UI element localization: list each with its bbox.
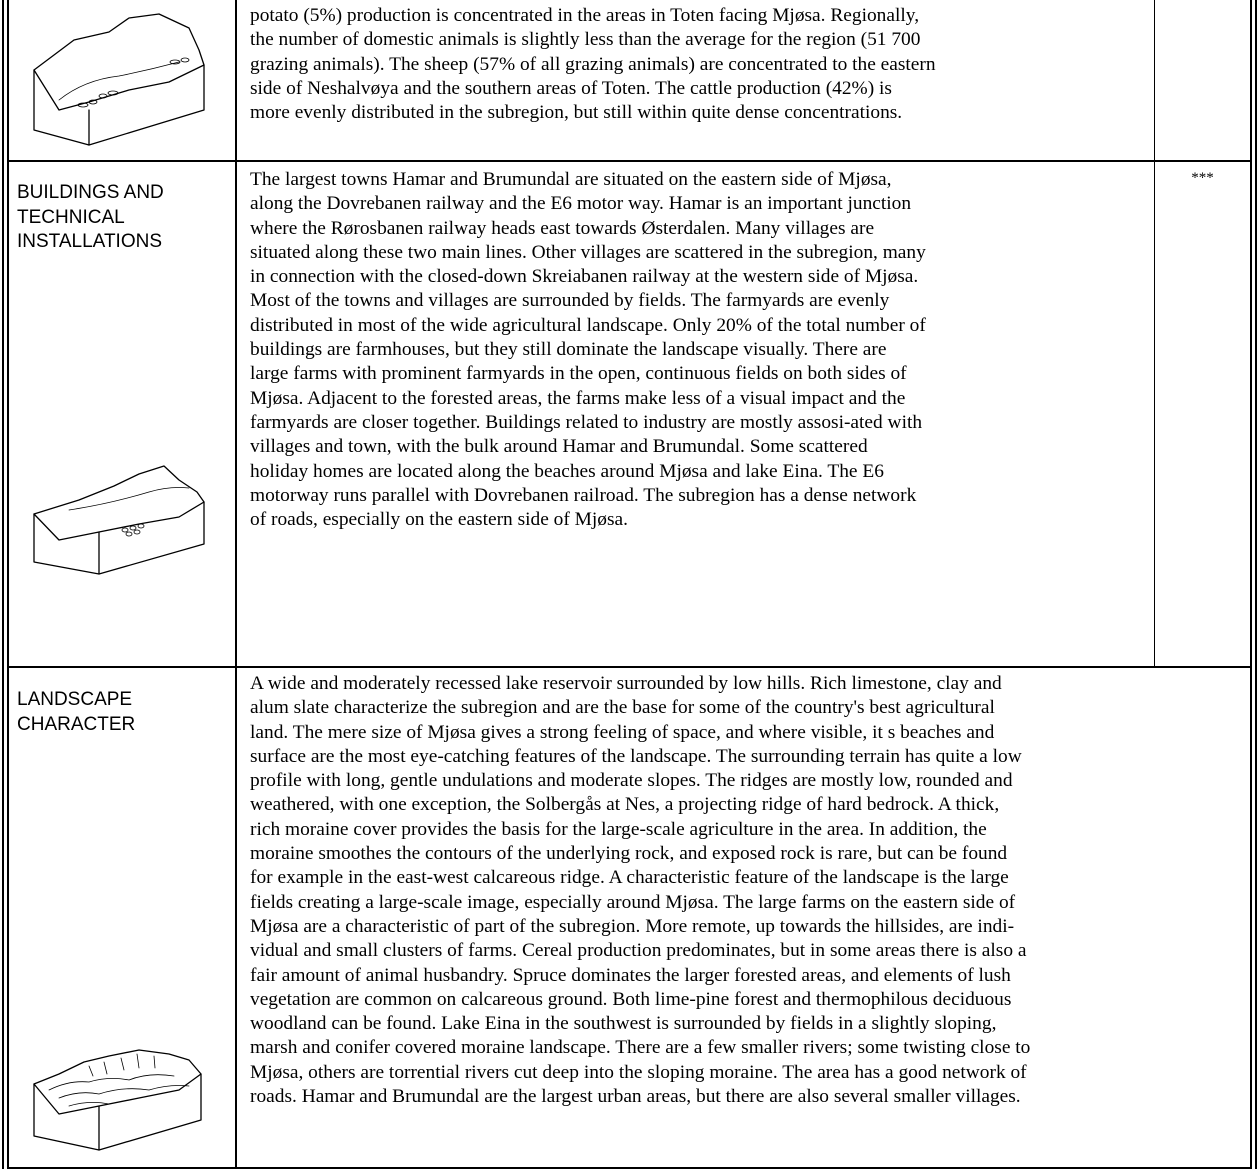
table-row (7, 162, 1252, 666)
row-rating (1155, 170, 1250, 187)
row-description (250, 4, 1150, 125)
row-label-text: LANDSCAPE CHARACTER (17, 689, 136, 735)
row-description-text: The largest towns Hamar and Brumundal are situated on the eastern side of Mjøsa, along the Dovrebanen railway and the E6 motor way. Hamar is an important junction where the Rørosbanen railway heads east towards Østerdalen. Many villages are situated along these two main lines. Other villages are scattered in the subregion, many in connection with the closed-down Skreiabanen railway at the western side of Mjøsa. Most of the towns and villages are surrounded by fields. The farmyards are evenly distributed in most of the wide agricultural landscape. Only 20% of the total number of buildings are farmhouses, but they still dominate the landscape visually. There are large farms with prominent farmyards in the open, continuous fields on both sides of Mjøsa. Adjacent to the forested areas, the farms make less of a visual impact and the farmyards are closer together. Buildings related to industry are mostly assosi-ated with villages and town, with the bulk around Hamar and Brumundal. Some scattered holiday homes are located along the beaches around Mjøsa and lake Eina. The E6 motorway runs parallel with Dovrebanen railroad. The subregion has a dense network of roads, especially on the eastern side of Mjøsa. (250, 169, 926, 531)
row-description (250, 672, 1250, 1109)
table-row (7, 0, 1252, 160)
row-label (17, 688, 232, 737)
table-row (7, 668, 1252, 1167)
row-description (250, 168, 1150, 532)
landscape-block-diagram-fields-icon (29, 10, 209, 150)
table-right-border-outer (1255, 0, 1257, 1169)
landscape-block-diagram-terrain-icon (29, 1046, 209, 1156)
row-description-text: A wide and moderately recessed lake reservoir surrounded by low hills. Rich limestone, clay and alum slate characterize the subregion and are the base for some of the country's best agricultural land. The mere size of Mjøsa gives a strong feeling of space, and where visible, it s beaches and surface are the most eye-catching features of the landscape. The surrounding terrain has quite a low profile with long, gentle undulations and moderate slopes. The ridges are mostly low, rounded and weathered, with one exception, the Solbergås at Nes, a projecting ridge of hard bedrock. A thick, rich moraine cover provides the basis for the large-scale agriculture in the area. In addition, the moraine smoothes the contours of the underlying rock, and exposed rock is rare, but can be found for example in the east-west calcareous ridge. A characteristic feature of the landscape is the large fields creating a large-scale image, especially around Mjøsa. The large farms on the eastern side of Mjøsa are a characteristic of part of the subregion. More remote, up towards the hillsides, are indi- vidual and small clusters of farms. Cereal production predominates, but in some areas there is also a fair amount of animal husbandry. Spruce dominates the larger forested areas, and elements of lush vegetation are common on calcareous ground. Both lime-pine forest and thermophilous deciduous woodland can be found. Lake Eina in the southwest is surrounded by fields in a slightly sloping, marsh and conifer covered moraine landscape. There are a few smaller rivers; some twisting close to Mjøsa, others are torrential rivers cut deep into the sloping moraine. The area has a good network of roads. Hamar and Brumundal are the largest urban areas, but there are also several smaller villages. (250, 673, 1031, 1108)
landscape-block-diagram-buildings-icon (29, 462, 209, 582)
row-label-text: BUILDINGS AND TECHNICAL INSTALLATIONS (17, 182, 164, 252)
row-rating-text: *** (1191, 170, 1214, 186)
table-left-border-outer (2, 0, 4, 1169)
landscape-description-table (7, 0, 1258, 1169)
row-description-text: potato (5%) production is concentrated in the areas in Toten facing Mjøsa. Regionally, the number of domestic animals is slightly less than the average for the region (51 700 grazing animals). The sheep (57% of all grazing animals) are concentrated to the eastern side of Neshalvøya and the southern areas of Toten. The cattle production (42%) is more evenly distributed in the subregion, but still within quite dense concentrations. (250, 5, 936, 124)
row-label (17, 181, 232, 255)
